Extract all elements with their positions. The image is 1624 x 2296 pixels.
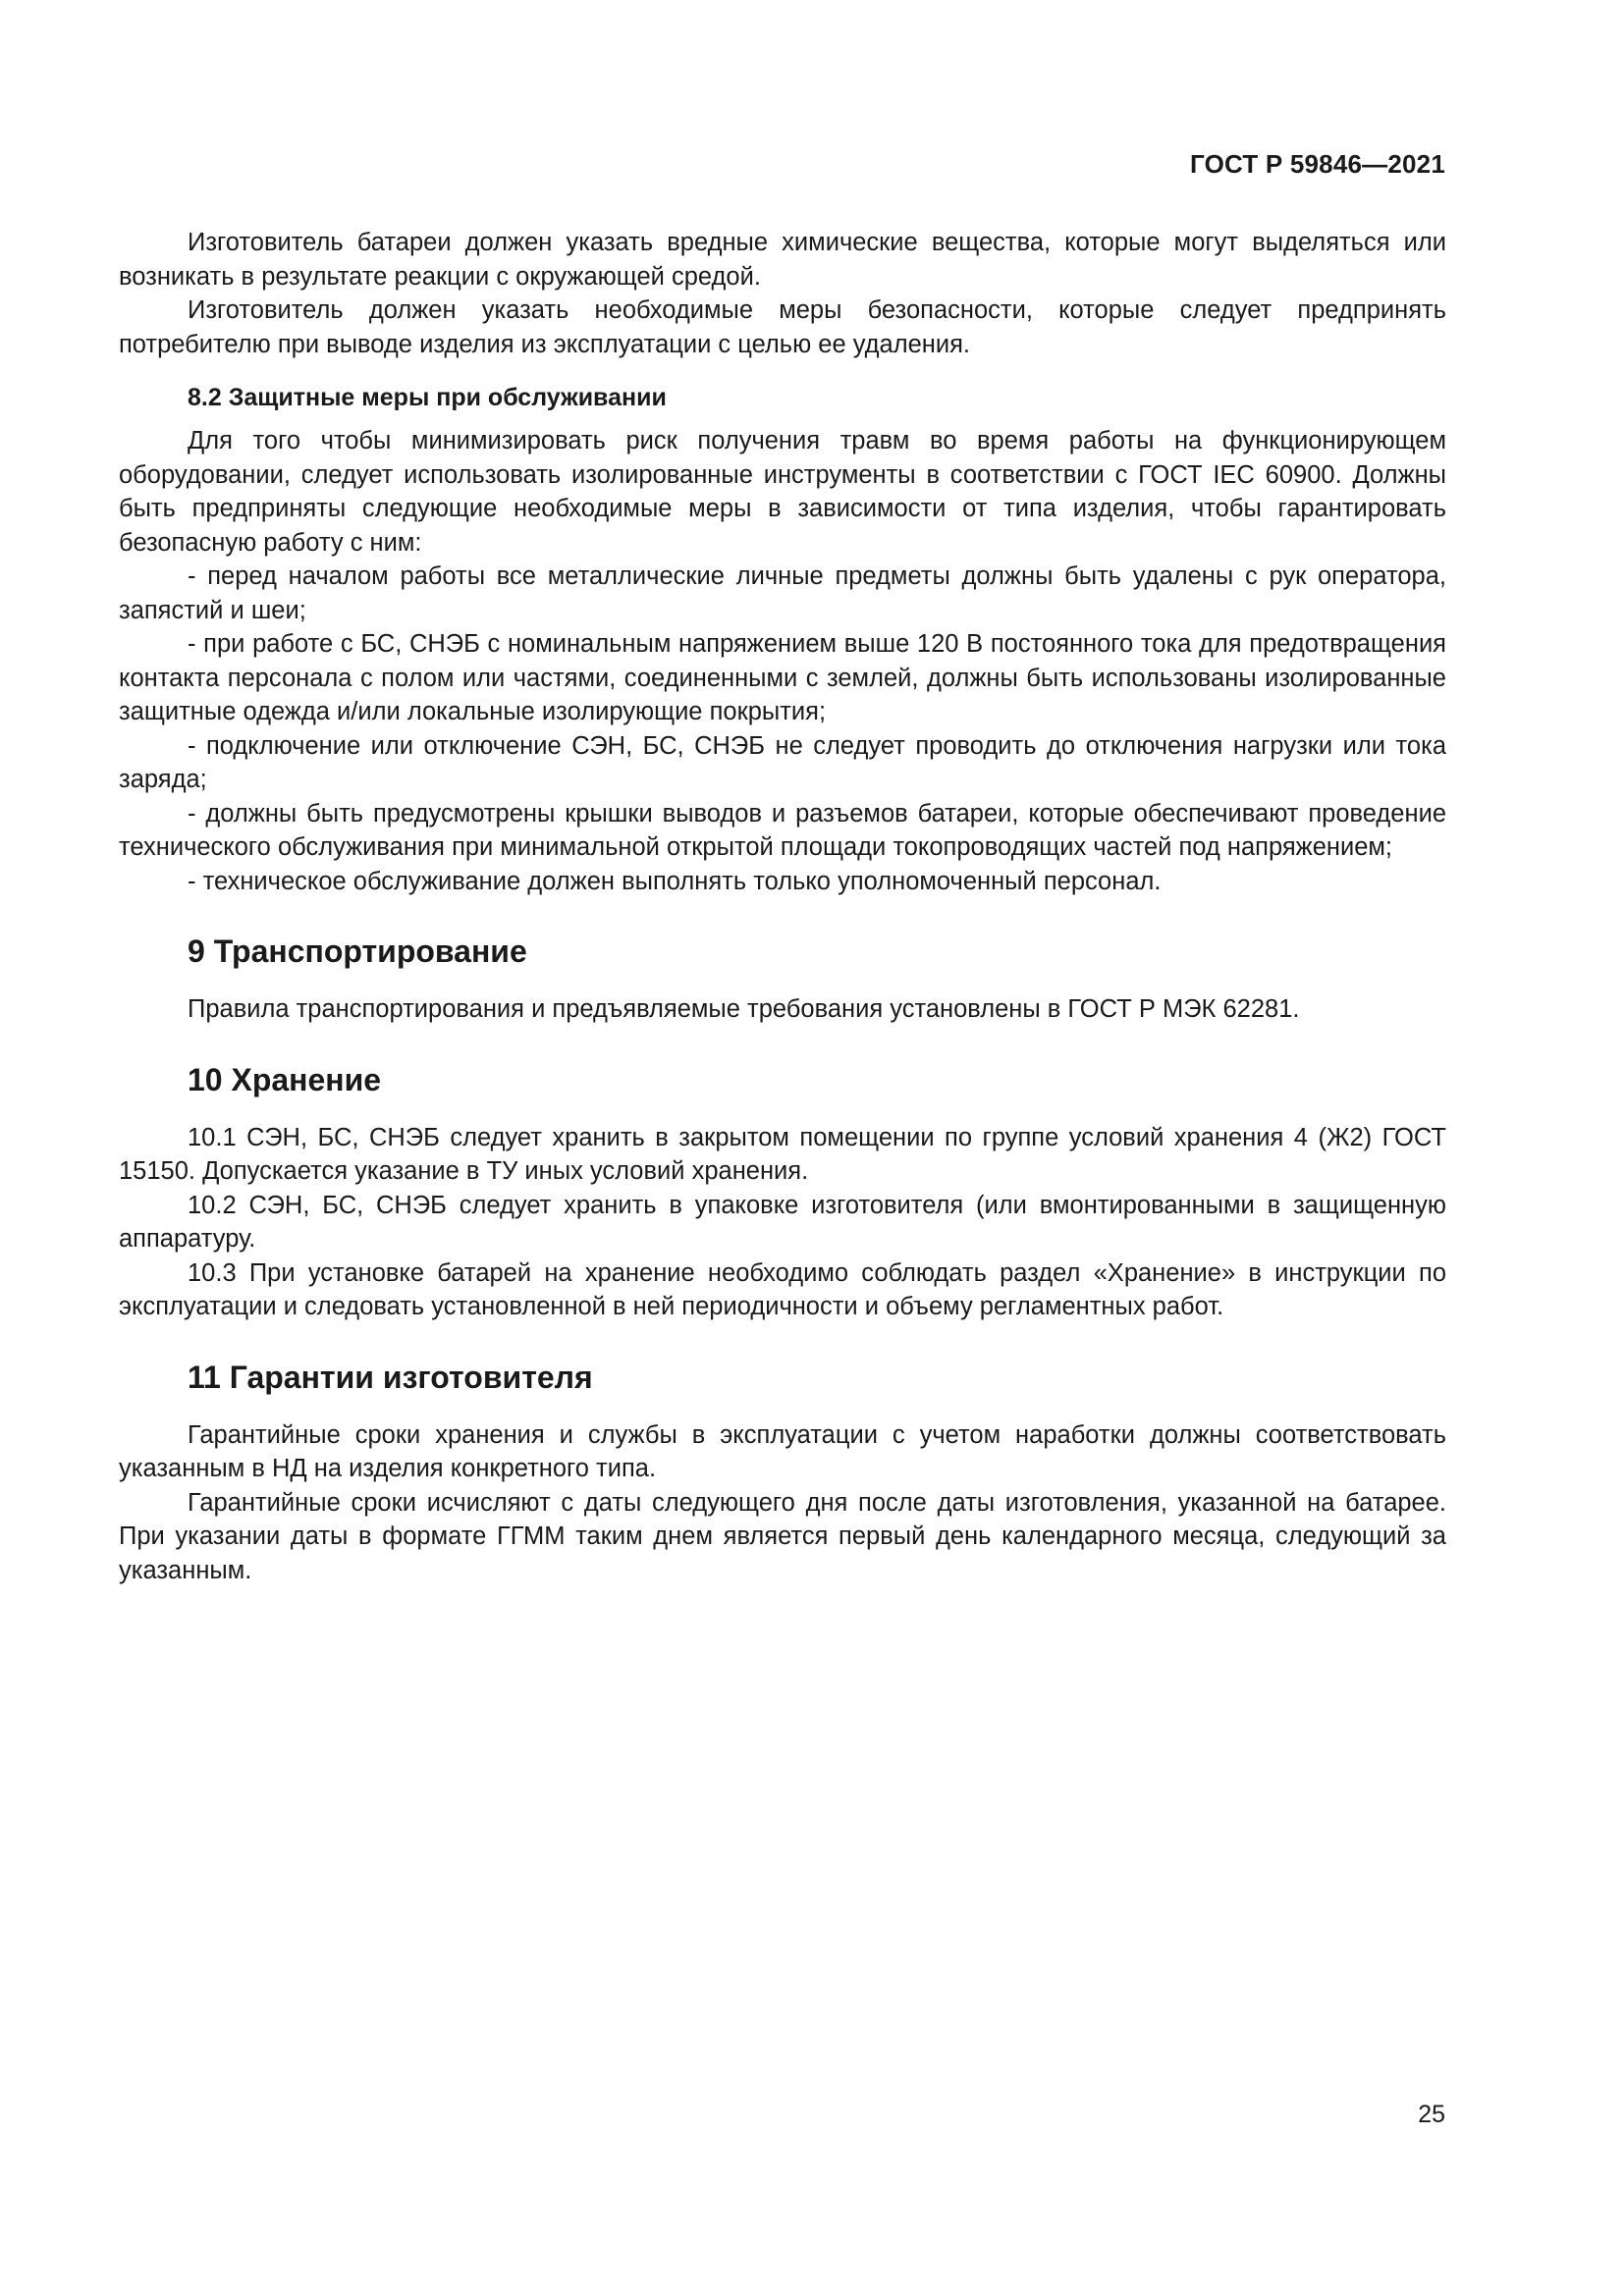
section-title-10: 10 Хранение: [188, 1061, 382, 1097]
list-item: - должны быть предусмотрены крышки выводов и разъемов батареи, которые обеспечивают проведение технического обслуживания при минимальной открытой площади токопроводящих частей под напряжением;: [119, 799, 1446, 861]
list-item: - подключение или отключение СЭН, БС, СНЭБ не следует проводить до отключения нагрузки или тока заряда;: [119, 731, 1446, 793]
page-number: 25: [1418, 2101, 1445, 2128]
section-10-item: 10.2 СЭН, БС, СНЭБ следует хранить в упаковке изготовителя (или вмонтированными в защищенную аппаратуру.: [119, 1191, 1446, 1253]
section-10-item: 10.1 СЭН, БС, СНЭБ следует хранить в закрытом помещении по группе условий хранения 4 (Ж2) ГОСТ 15150. Допускается указание в ТУ иных условий хранения.: [119, 1123, 1446, 1185]
section-11-paragraph-2: Гарантийные сроки исчисляют с даты следующего дня после даты изготовления, указанной на батарее. При указании даты в формате ГГММ таким днем является первый день календарного месяца, следующий за указанным.: [119, 1488, 1446, 1584]
section-9-paragraph: Правила транспортирования и предъявляемые требования установлены в ГОСТ Р МЭК 62281.: [188, 995, 1300, 1023]
list-item: - при работе с БС, СНЭБ с номинальным напряжением выше 120 В постоянного тока для предотвращения контакта персонала с полом или частями, соединенными с землей, должны быть использованы изолированные защитные одежда и/или локальные изолирующие покрытия;: [119, 630, 1446, 725]
subsection-title-8-2: 8.2 Защитные меры при обслуживании: [188, 384, 667, 411]
intro-paragraph-1: Изготовитель батареи должен указать вредные химические вещества, которые могут выделяться или возникать в результате реакции с окружающей средой.: [119, 229, 1446, 291]
intro-paragraph-2: Изготовитель должен указать необходимые меры безопасности, которые следует предпринять потребителю при выводе изделия из эксплуатации с целью ее удаления.: [119, 296, 1446, 358]
document-code: ГОСТ Р 59846—2021: [1190, 149, 1445, 179]
section-8-2-paragraph: Для того чтобы минимизировать риск получения травм во время работы на функционирующем оборудовании, следует использовать изолированные инструменты в соответствии с ГОСТ IEC 60900. Должны быть предприняты следующие необходимые меры в зависимости от типа изделия, чтобы гарантировать безопасную работу с ним:: [119, 427, 1446, 557]
page-content: [119, 226, 1446, 1587]
section-title-9: 9 Транспортирование: [188, 934, 527, 969]
section-10-item: 10.3 При установке батарей на хранение необходимо соблюдать раздел «Хранение» в инструкции по эксплуатации и следовать установленной в ней периодичности и объему регламентных работ.: [119, 1258, 1446, 1320]
section-11-paragraph-1: Гарантийные сроки хранения и службы в эксплуатации с учетом наработки должны соответствовать указанным в НД на изделия конкретного типа.: [119, 1420, 1446, 1482]
list-item: - техническое обслуживание должен выполнять только уполномоченный персонал.: [188, 867, 1162, 895]
section-title-11: 11 Гарантии изготовителя: [188, 1359, 593, 1395]
list-item: - перед началом работы все металлические личные предметы должны быть удалены с рук оператора, запястий и шеи;: [119, 562, 1446, 624]
